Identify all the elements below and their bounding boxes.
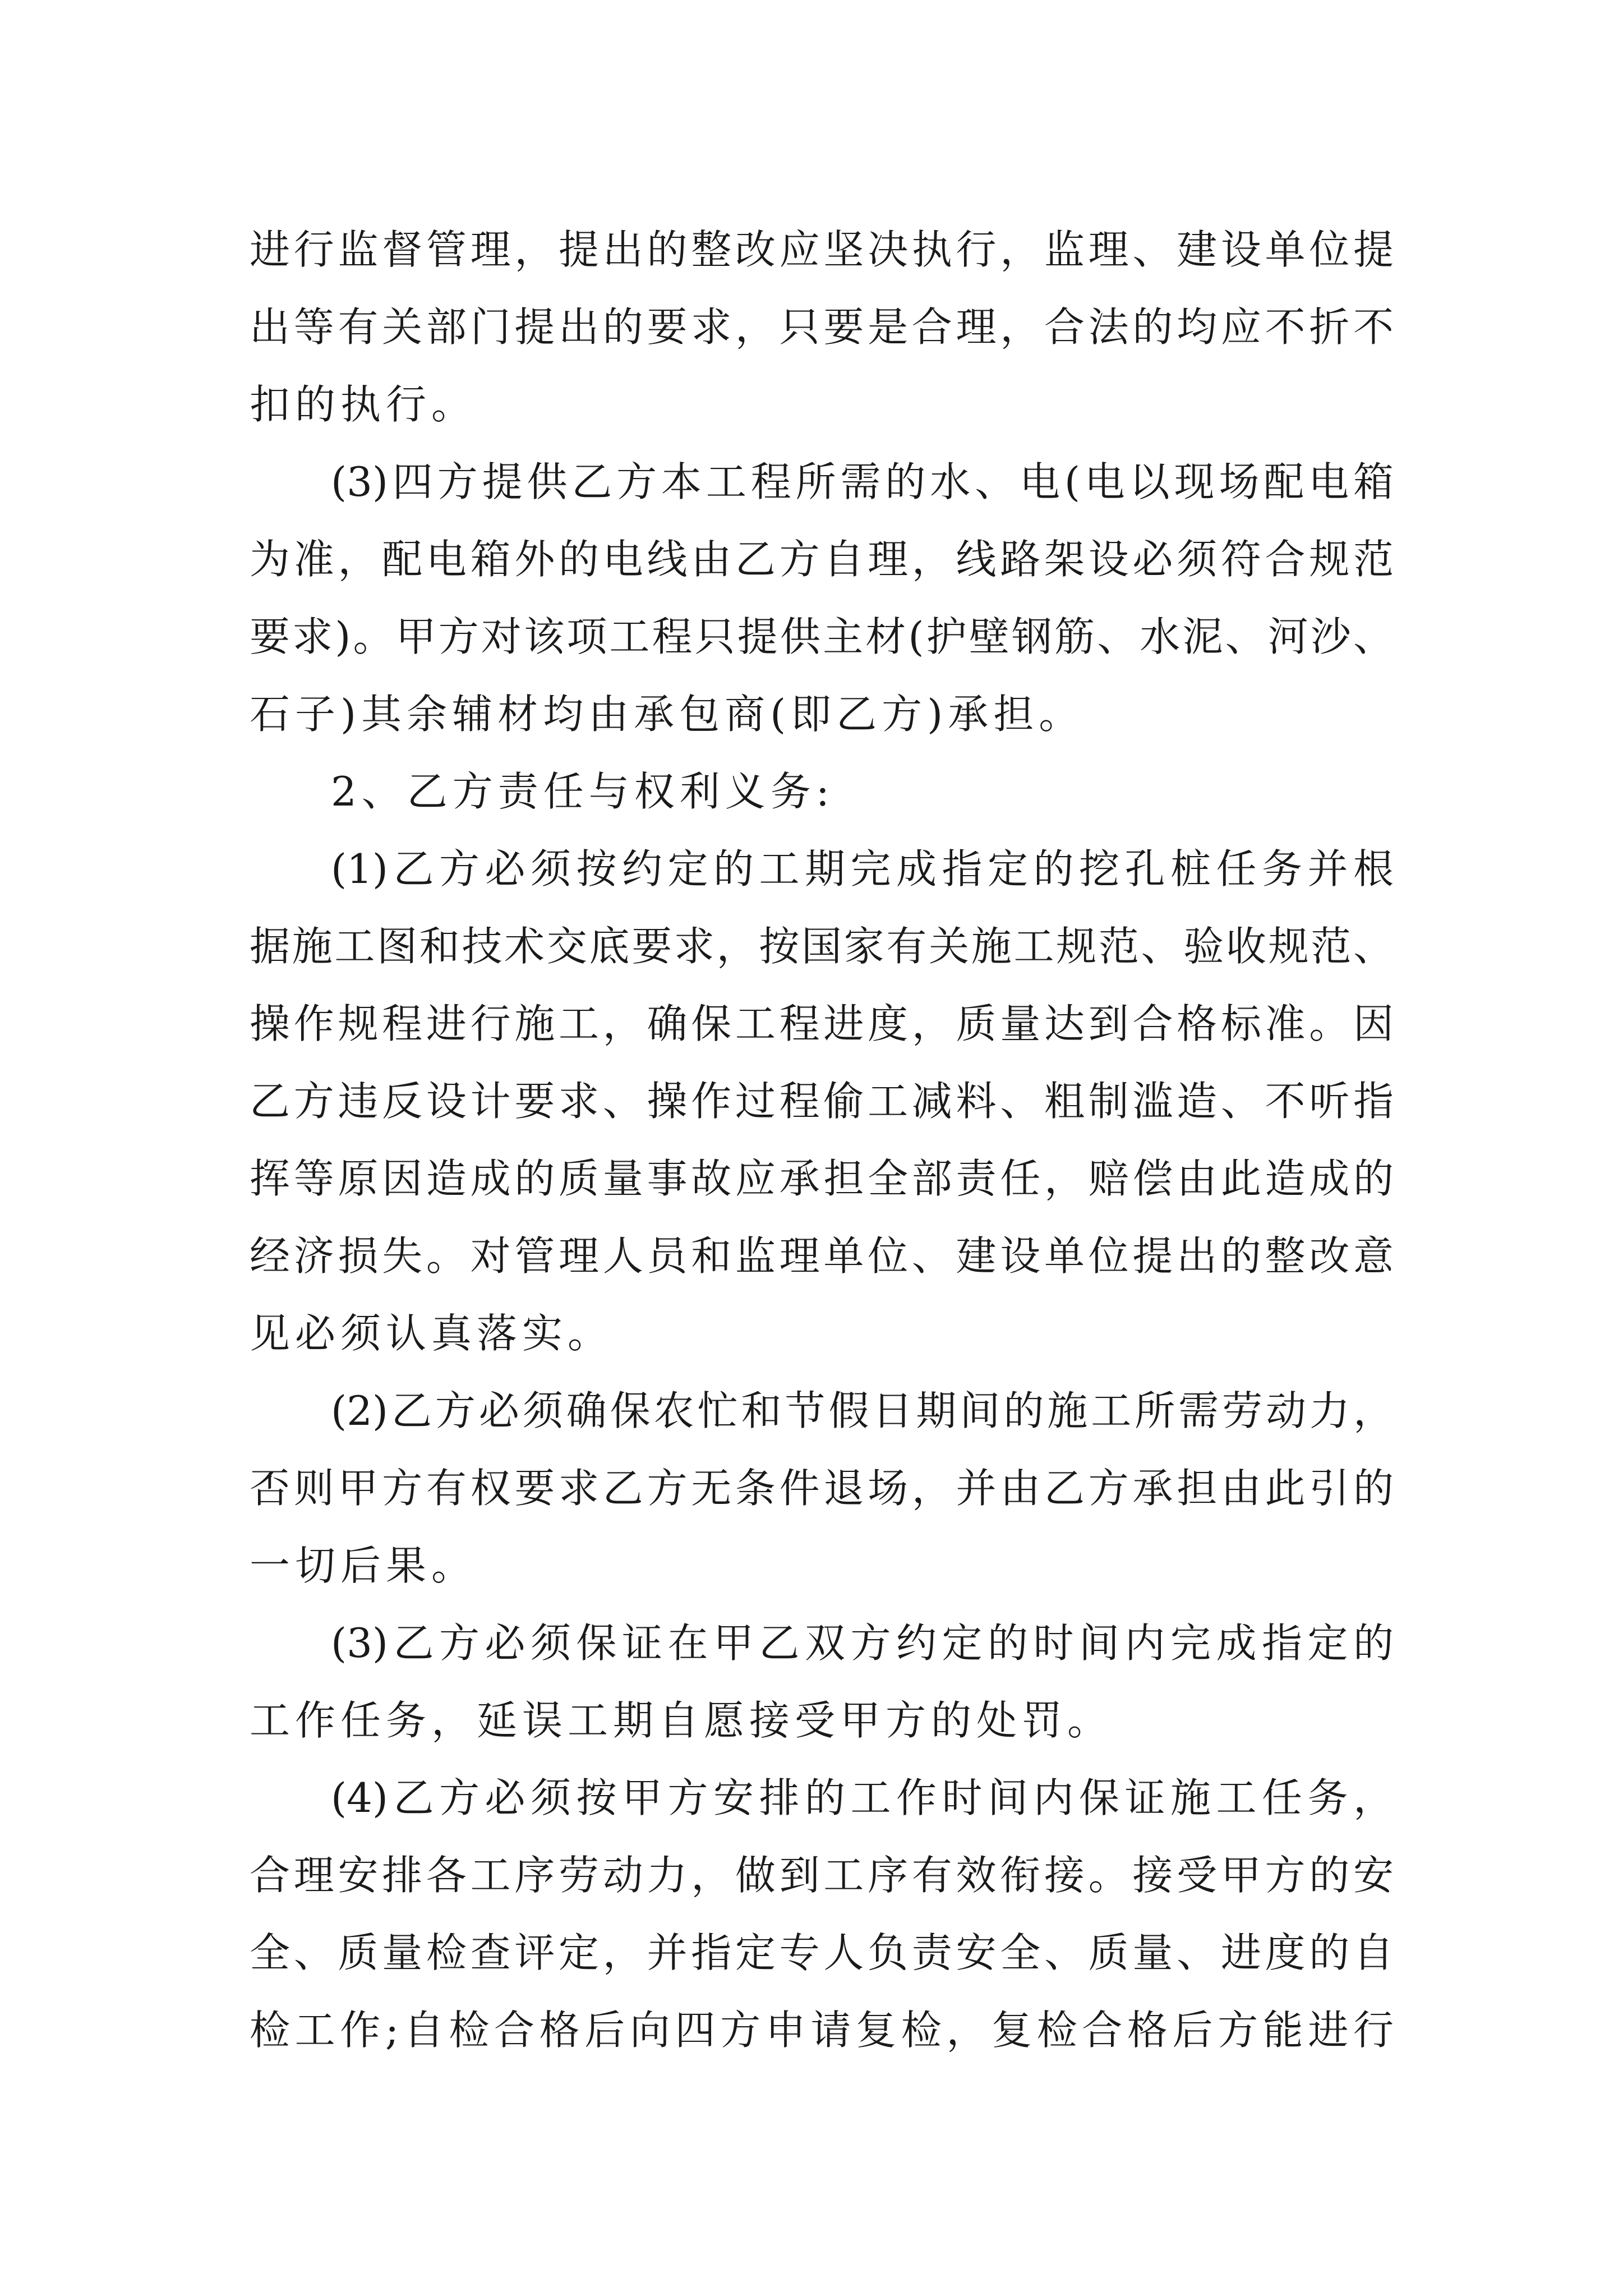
text-line: (1)乙方必须按约定的工期完成指定的挖孔桩任务并根 (331, 845, 1394, 892)
text-line: 合理安排各工序劳动力，做到工序有效衔接。接受甲方的安 (250, 1852, 1394, 1899)
text-line: 为准，配电箱外的电线由乙方自理，线路架设必须符合规范 (250, 536, 1394, 583)
text-line: 一切后果。 (250, 1542, 477, 1589)
text-line: 挥等原因造成的质量事故应承担全部责任，赔偿由此造成的 (250, 1155, 1394, 1202)
text-line: 经济损失。对管理人员和监理单位、建设单位提出的整改意 (250, 1232, 1394, 1280)
text-line: 出等有关部门提出的要求，只要是合理，合法的均应不折不 (250, 303, 1394, 351)
text-line: 要求)。甲方对该项工程只提供主材(护壁钢筋、水泥、河沙、 (250, 613, 1394, 660)
text-line: (2)乙方必须确保农忙和节假日期间的施工所需劳动力， (331, 1387, 1394, 1434)
text-line: 扣的执行。 (250, 381, 477, 428)
text-line: (4)乙方必须按甲方安排的工作时间内保证施工任务， (331, 1774, 1394, 1821)
text-line: 乙方违反设计要求、操作过程偷工减料、粗制滥造、不听指 (250, 1078, 1394, 1125)
text-line: 据施工图和技术交底要求，按国家有关施工规范、验收规范、 (250, 923, 1394, 970)
text-line: (3)四方提供乙方本工程所需的水、电(电以现场配电箱 (331, 458, 1394, 505)
text-line: 检工作;自检合格后向四方申请复检，复检合格后方能进行 (250, 2007, 1394, 2054)
document-body (250, 211, 1394, 2069)
text-line: 全、质量检查评定，并指定专人负责安全、质量、进度的自 (250, 1929, 1394, 1976)
text-line: 石子)其余辅材均由承包商(即乙方)承担。 (250, 691, 1085, 738)
text-line: 见必须认真落实。 (250, 1310, 614, 1357)
text-line: 2、乙方责任与权利义务: (331, 768, 835, 815)
text-line: 操作规程进行施工，确保工程进度，质量达到合格标准。因 (250, 1000, 1394, 1047)
text-line: 工作任务，延误工期自愿接受甲方的处罚。 (250, 1697, 1113, 1744)
text-line: 否则甲方有权要求乙方无条件退场，并由乙方承担由此引的 (250, 1465, 1394, 1512)
text-line: 进行监督管理，提出的整改应坚决执行，监理、建设单位提 (250, 226, 1394, 273)
text-line: (3)乙方必须保证在甲乙双方约定的时间内完成指定的 (331, 1619, 1394, 1667)
